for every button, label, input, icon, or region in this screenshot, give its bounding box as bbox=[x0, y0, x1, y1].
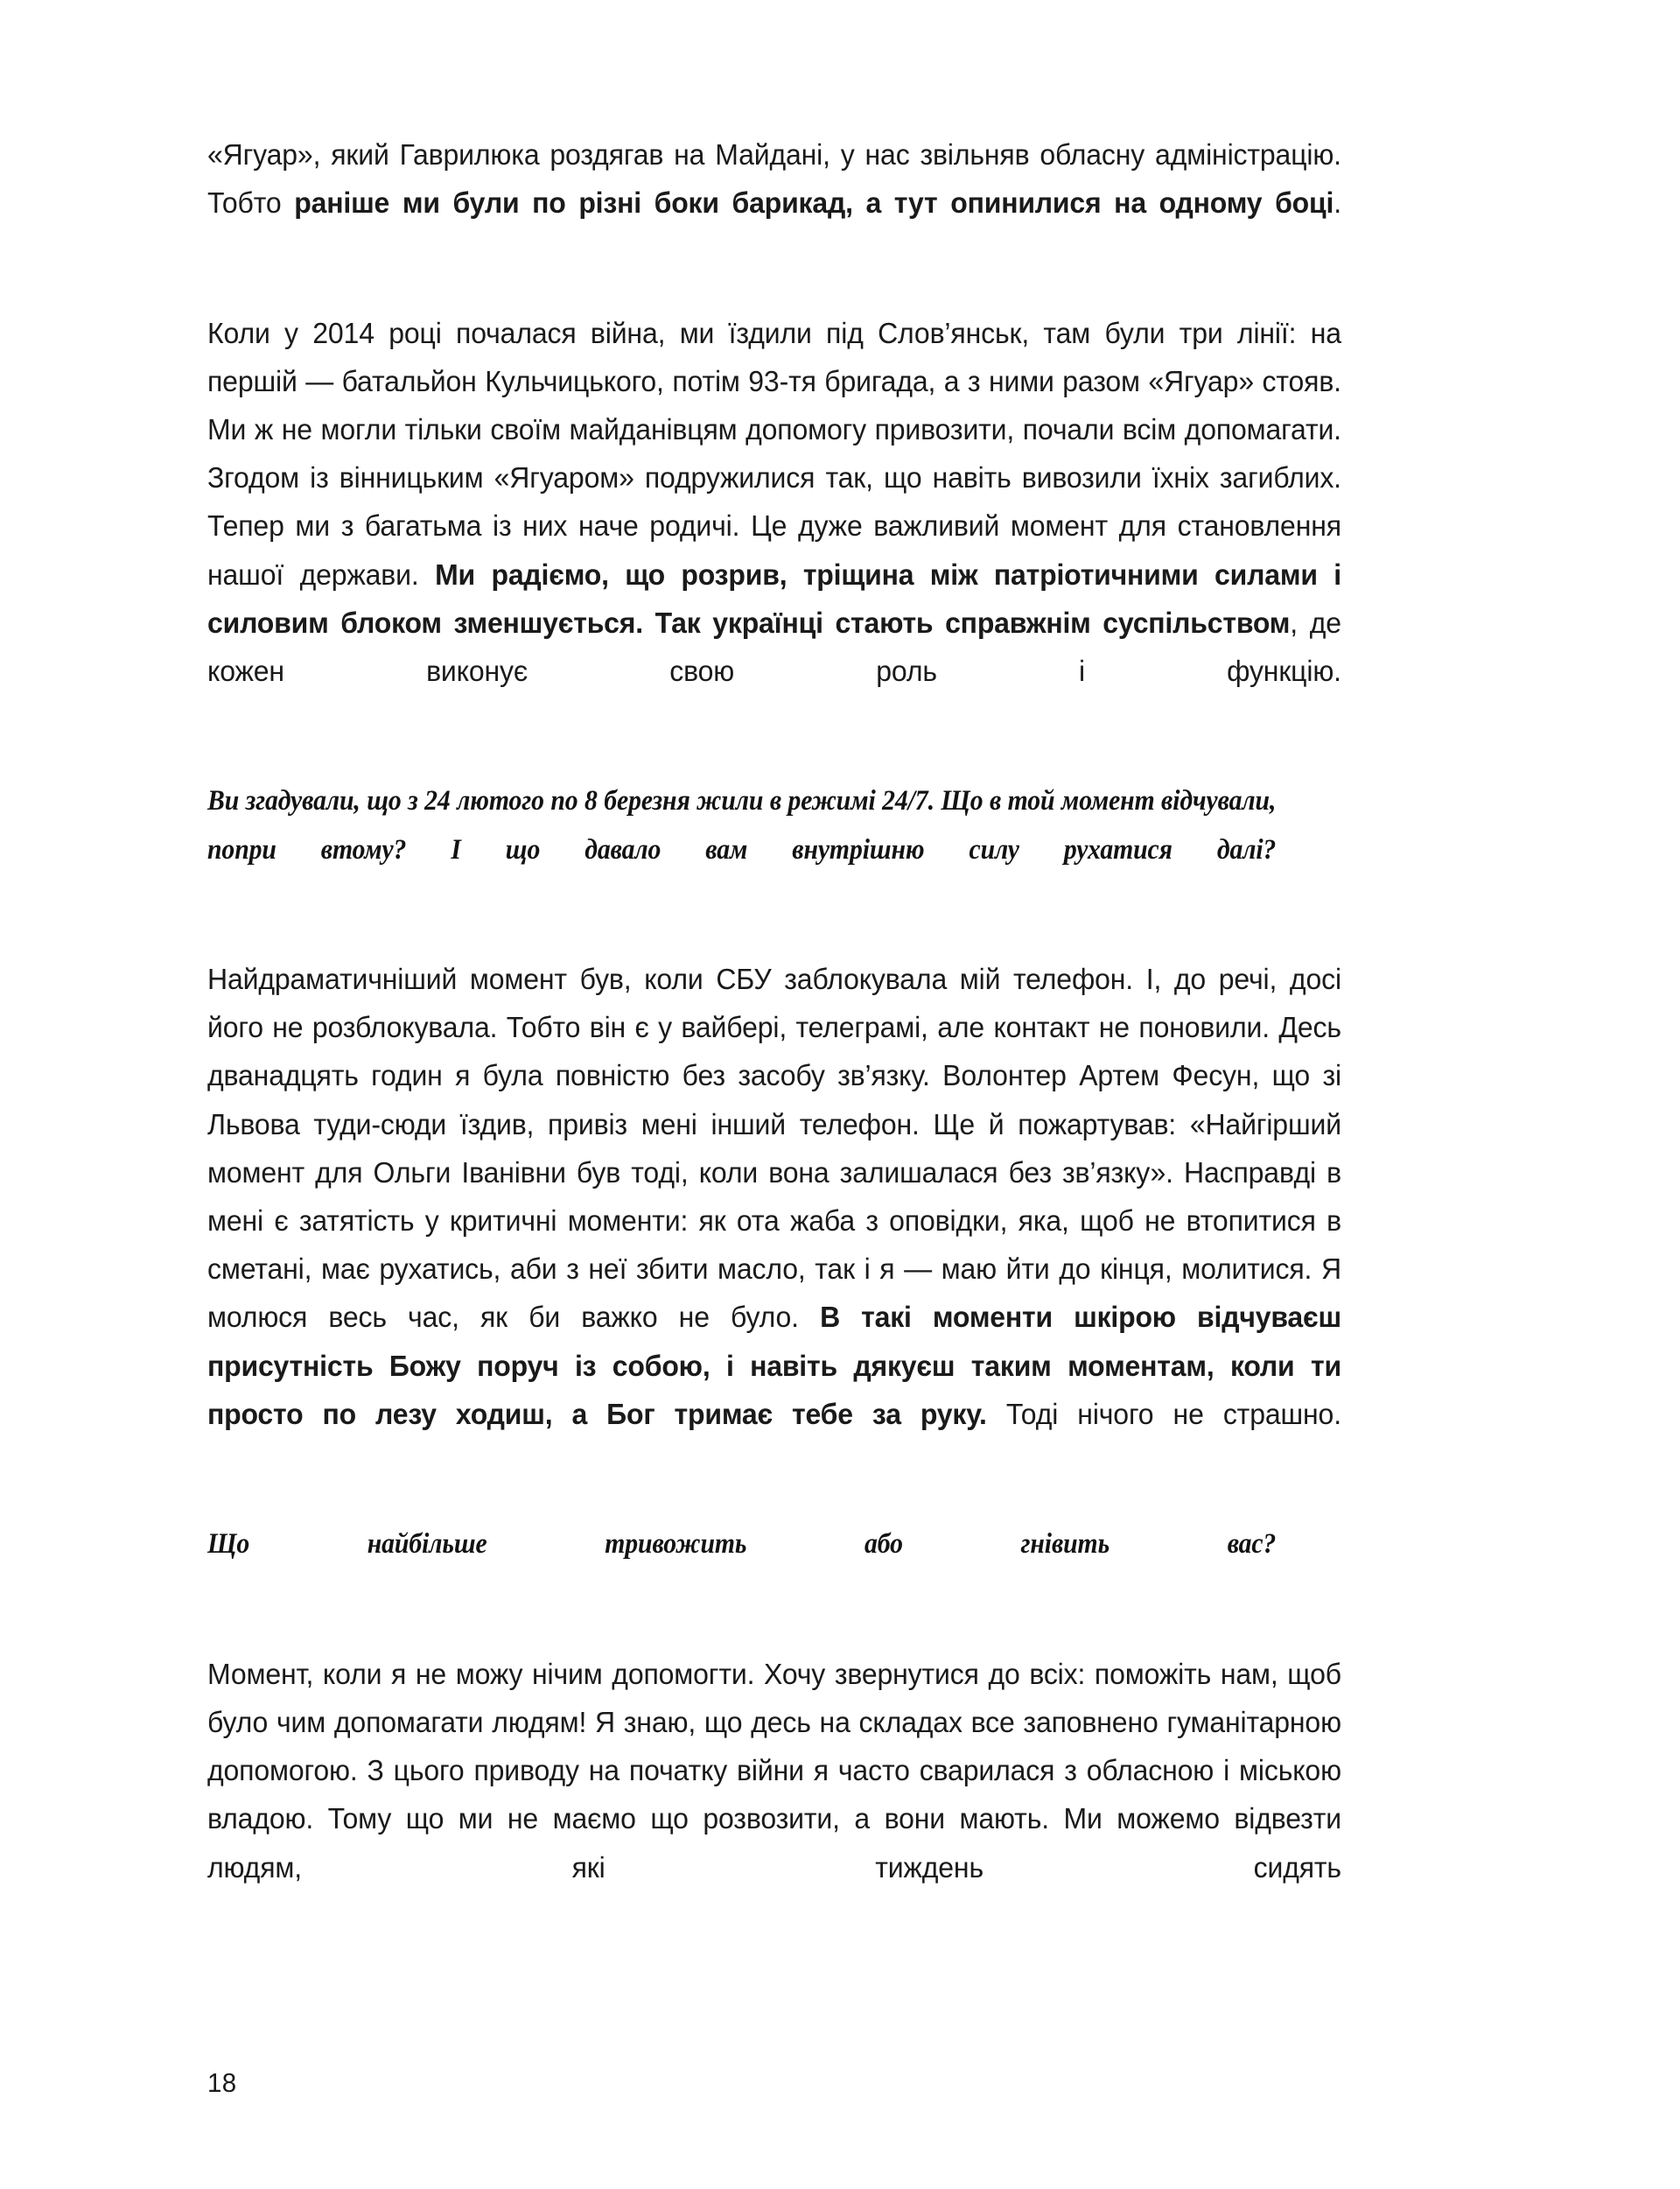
text-run: Коли у 2014 році почалася війна, ми їздили під Слов’янськ, там були три лінії: на першій — батальйон Кульчицького, потім 93-тя бригада, а з ними разом «Ягуар» стояв. Ми ж не могли тільки своїм майданівцям допомогу привозити, почали всім допомагати. Згодом із вінницьким «Ягуаром» подружилися так, що навіть вивозили їхніх загиблих. Тепер ми з багатьма із них наче родичі. Це дуже важливий момент для становлення нашої держави. bbox=[207, 317, 1341, 592]
text-run: , де кожен виконує свою роль і функцію. bbox=[207, 607, 1341, 689]
question-text: Що найбільше тривожить або гнівить вас? bbox=[207, 1528, 1277, 1561]
question-text: Ви згадували, що з 24 лютого по 8 березня жили в режимі 24/7. Що в той момент відчували, попри втому? І що давало вам внутрішню силу рухатися далі? bbox=[207, 785, 1277, 866]
text-column bbox=[207, 131, 1395, 1940]
body-paragraph bbox=[207, 310, 1341, 745]
body-paragraph bbox=[207, 956, 1341, 1487]
text-run: Момент, коли я не можу нічим допомогти. Хочу звернутися до всіх: поможіть нам, щоб було чим допомагати людям! Я знаю, що десь на складах все заповнено гуманітарною допомогою. З цього приводу на початку війни я часто сварилася з обласною і міською владою. Тому що ми не маємо що розвозити, а вони мають. Ми можемо відвезти людям, які тиждень сидять bbox=[207, 1658, 1341, 1884]
emphasis-bold: Ми радіємо, що розрив, тріщина між патріотичними силами і силовим блоком зменшується. Так українці стають справжнім суспільством bbox=[207, 558, 1341, 640]
page-number: 18 bbox=[207, 2067, 237, 2098]
text-run: Тоді нічого не страшно. bbox=[986, 1398, 1341, 1431]
body-paragraph bbox=[207, 1651, 1341, 1940]
interview-question bbox=[207, 777, 1276, 923]
text-run: Найдраматичніший момент був, коли СБУ заблокувала мій телефон. І, до речі, досі його не розблокувала. Тобто він є у вайбері, телеграмі, але контакт не поновили. Десь дванадцять годин я була повністю без засобу зв’язку. Волонтер Артем Фесун, що зі Львова туди-сюди їздив, привіз мені інший телефон. Ще й пожартував: «Найгірший момент для Ольги Іванівни був тоді, коли вона залишалася без зв’язку». Насправді в мені є затятість у критичні моменти: як ота жаба з оповідки, яка, щоб не втопитися в сметані, має рухатись, аби з неї збити масло, так і я — маю йти до кінця, молитися. Я молюся весь час, як би важко не було. bbox=[207, 964, 1341, 1335]
body-paragraph bbox=[207, 131, 1341, 277]
emphasis-bold: раніше ми були по різні боки барикад, а тут опинилися на одному боці bbox=[294, 187, 1334, 221]
interview-question bbox=[207, 1520, 1276, 1617]
text-run: «Ягуар», який Гаврилюка роздягав на Майдані, у нас звільняв обласну адміністрацію. Тобто bbox=[207, 139, 1341, 221]
text-run: . bbox=[1334, 187, 1341, 221]
emphasis-bold: В такі моменти шкірою відчуваєш присутність Божу поруч із собою, і навіть дякуєш таким моментам, коли ти просто по лезу ходиш, а Бог тримає тебе за руку. bbox=[207, 1301, 1341, 1431]
